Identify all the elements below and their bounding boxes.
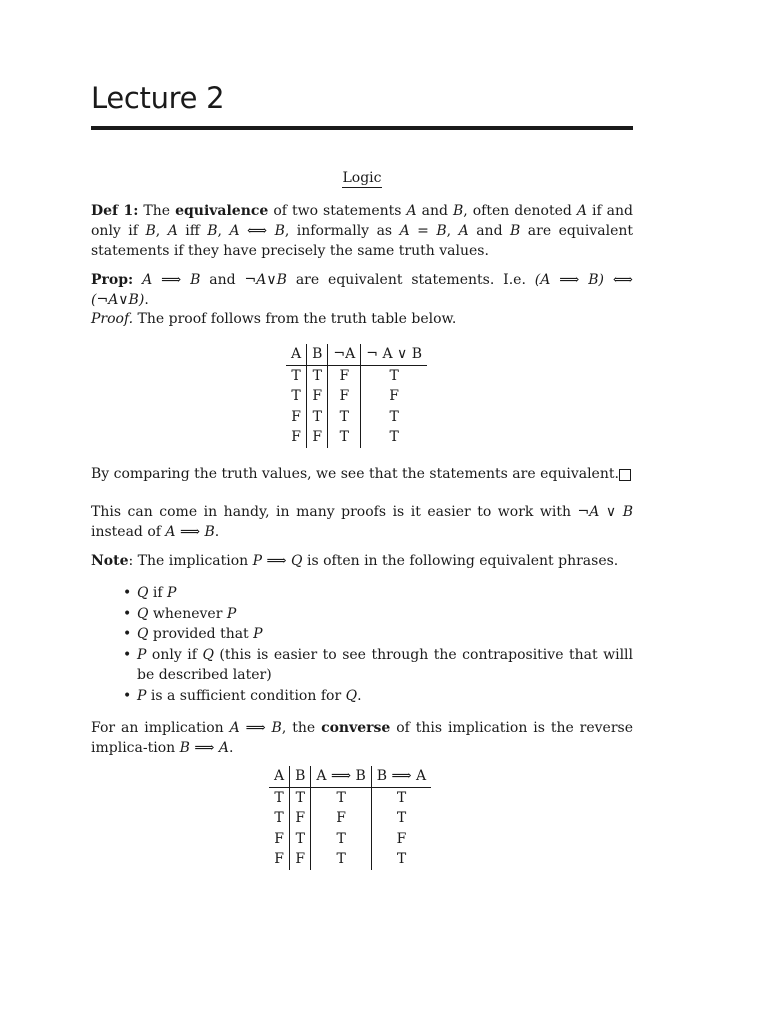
table-header-cell: ¬A (328, 344, 361, 365)
math-expression: ¬A ∨ B (577, 504, 633, 520)
table-row (286, 386, 427, 407)
math-var: A (406, 203, 417, 219)
conclusion-paragraph (91, 464, 633, 484)
math-var: P (253, 626, 263, 642)
table-row (286, 407, 427, 428)
table-row (269, 787, 431, 808)
table-header-cell: A (286, 344, 307, 365)
table-cell: T (328, 407, 361, 428)
math-expression: A ⟹ B (133, 272, 201, 288)
table-row (286, 365, 427, 386)
converse-text: . (228, 740, 234, 756)
section-heading (91, 170, 633, 186)
phrase-text: provided that (148, 626, 254, 642)
table-cell: T (361, 427, 427, 448)
table-cell: T (361, 365, 427, 386)
handy-paragraph (91, 502, 633, 542)
table-cell: T (274, 810, 284, 826)
table-cell: F (307, 386, 328, 407)
math-var: Q (137, 585, 149, 601)
note-label: Note (91, 553, 129, 569)
math-var: B (207, 223, 218, 239)
math-var: A (167, 223, 178, 239)
list-item (123, 604, 633, 625)
phrase-text: if (148, 585, 168, 601)
table-cell: T (291, 388, 301, 404)
table-cell: T (307, 407, 328, 428)
table-cell: T (361, 407, 427, 428)
list-item (123, 624, 633, 645)
table-header-cell: B (290, 766, 311, 787)
math-var: P (226, 605, 237, 622)
table-cell: T (311, 829, 371, 850)
def-text: The (138, 203, 176, 219)
equivalent-phrases-list (123, 583, 633, 706)
bullet-icon: • (123, 646, 132, 663)
math-var: B (510, 223, 521, 239)
title-rule (91, 126, 633, 130)
math-var: A (458, 223, 469, 239)
note-text: is often in the following equivalent phrases. (302, 553, 619, 569)
truth-table-equivalence (286, 344, 427, 448)
converse-text: of this implication is the reverse implica-tion (91, 720, 633, 756)
def-text: if and only if (91, 203, 634, 239)
def-text: and (416, 203, 453, 219)
math-expression: A ⟹ B (165, 524, 215, 540)
table-cell: T (371, 787, 431, 808)
proof-text: The proof follows from the truth table below. (133, 311, 457, 327)
proposition-paragraph (91, 270, 633, 310)
table-cell: T (290, 829, 311, 850)
table-cell: T (311, 849, 371, 870)
math-var: P (137, 687, 147, 704)
table-header-cell: A (269, 766, 290, 787)
table-cell: F (274, 830, 284, 847)
math-var: P (137, 646, 147, 663)
prop-text: are equivalent statements. I.e. (286, 272, 535, 288)
prop-text: and (200, 272, 245, 288)
conclusion-text: By comparing the truth values, we see that the statements are equivalent. (91, 466, 619, 482)
table-header-cell: B ⟹ A (371, 766, 431, 787)
table-row (269, 849, 431, 870)
math-expression: B ⟹ A (179, 740, 229, 756)
converse-text: For an implication (91, 720, 230, 736)
table-cell: F (290, 849, 311, 870)
bullet-icon: • (123, 585, 132, 601)
def-text: , informally as (284, 223, 400, 239)
definition-paragraph (91, 201, 633, 261)
def-text: , often denoted (463, 203, 577, 219)
math-var: Q (202, 646, 214, 663)
math-var: Q (345, 687, 358, 704)
handy-text: . (214, 524, 220, 540)
math-var: B (145, 223, 156, 239)
definition-term: equivalence (175, 203, 269, 219)
table-cell: F (328, 365, 361, 386)
math-var: A (576, 203, 587, 219)
table-cell: T (274, 789, 284, 806)
table-header-row (269, 766, 431, 787)
table-header-cell: A ⟹ B (311, 766, 371, 787)
list-item (123, 645, 633, 686)
converse-text: , the (281, 720, 322, 736)
math-expression: A = B (399, 223, 447, 239)
table-cell: T (291, 367, 301, 384)
math-expression: ¬A∨B (244, 272, 287, 288)
table-cell: F (361, 386, 427, 407)
math-var: Q (137, 626, 149, 642)
bullet-icon: • (123, 626, 132, 642)
table-cell: F (371, 829, 431, 850)
def-text: iff (177, 223, 208, 239)
table-cell: F (274, 851, 284, 867)
table-cell: F (291, 429, 301, 445)
phrase-text: (this is easier to see through the contrapositive that willl be described later) (137, 646, 633, 683)
converse-term: converse (321, 720, 391, 736)
math-expression: A ⟹ B (229, 720, 282, 736)
prop-text: . (144, 292, 149, 308)
handy-text: This can come in handy, in many proofs is it easier to work with (91, 504, 578, 520)
table-cell: T (290, 787, 311, 808)
def-text: and (468, 223, 511, 239)
math-expression: P ⟹ Q (252, 553, 303, 569)
math-expression: (A ⟹ B) ⟺ (¬A∨B) (91, 272, 633, 308)
qed-square-icon (619, 469, 631, 481)
table-cell: F (311, 808, 371, 829)
table-cell: F (328, 386, 361, 407)
section-title: Logic (342, 170, 382, 186)
note-text: : The implication (128, 553, 253, 569)
note-paragraph (91, 551, 633, 571)
def-text: , (217, 223, 230, 239)
table-row (269, 808, 431, 829)
definition-label: Def 1: (91, 203, 139, 219)
proof-paragraph (91, 309, 633, 329)
proof-label: Proof. (91, 311, 134, 327)
page-title: Lecture 2 (91, 81, 225, 115)
list-item (123, 686, 633, 707)
phrase-text: is a sufficient condition for (146, 687, 346, 704)
table-cell: T (307, 365, 328, 386)
table-row (269, 829, 431, 850)
math-var: Q (137, 605, 149, 622)
def-text: are equivalent statements if they have precisely the same truth values. (91, 223, 633, 259)
table-cell: F (290, 808, 311, 829)
phrase-text: only if (146, 646, 203, 663)
table-cell: T (311, 787, 371, 808)
table-cell: T (371, 808, 431, 829)
bullet-icon: • (123, 605, 132, 622)
bullet-icon: • (123, 687, 132, 704)
phrase-text: . (357, 687, 362, 704)
table-header-cell: ¬ A ∨ B (361, 344, 427, 365)
def-text: of two statements (268, 203, 407, 219)
math-var: B (452, 203, 464, 219)
table-cell: T (328, 427, 361, 448)
math-var: P (167, 585, 177, 601)
table-cell: F (291, 408, 301, 425)
converse-paragraph (91, 718, 633, 758)
def-text: , (155, 223, 168, 239)
phrase-text: whenever (148, 605, 227, 622)
handy-text: instead of (91, 524, 166, 540)
table-row (286, 427, 427, 448)
table-header-cell: B (307, 344, 328, 365)
table-header-row (286, 344, 427, 365)
def-text: , (446, 223, 459, 239)
truth-table-converse (269, 766, 431, 870)
table-cell: T (371, 849, 431, 870)
proposition-label: Prop: (91, 272, 134, 288)
list-item (123, 583, 633, 604)
table-cell: F (307, 427, 328, 448)
math-expression: A ⟺ B (229, 223, 285, 239)
